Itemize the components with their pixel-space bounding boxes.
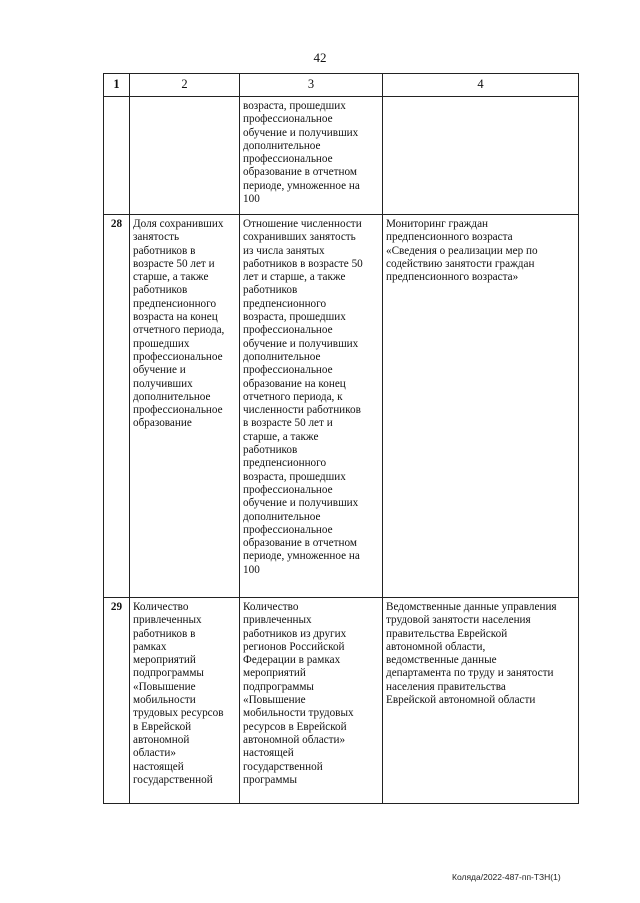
row-number: 29 [104,598,130,804]
table-row-29 [104,598,579,804]
source-cell: Ведомственные данные управления трудовой занятости населения правительства Еврейской автономной области, ведомственные данные департамента по труду и занятости населения правительства Еврейской автономной области [383,598,579,804]
method-cell: Количество привлеченных работников из других регионов Российской Федерации в рамках мероприятий подпрограммы «Повышение мобильности трудовых ресурсов в Еврейской автономной области» настоящей государственной программы [240,598,383,804]
footer-document-code: Коляда/2022-487-пп-ТЗН(1) [452,872,561,882]
indicator-cell: Количество привлеченных работников в рамках мероприятий подпрограммы «Повышение мобильности трудовых ресурсов в Еврейской автономной области» настоящей государственной [130,598,240,804]
table-row-continuation [104,97,579,215]
header-col-4: 4 [383,74,579,97]
header-col-1: 1 [104,74,130,97]
method-cell: возраста, прошедших профессиональное обучение и получивших дополнительное профессиональное образование в отчетном периоде, умноженное на 100 [240,97,383,215]
method-cell: Отношение численности сохранивших занятость из числа занятых работников в возрасте 50 лет и старше, а также работников предпенсионного возраста, прошедших профессиональное обучение и получивших дополнительное профессиональное образование на конец отчетного периода, к численности работников в возрасте 50 лет и старше, а также работников предпенсионного возраста, прошедших профессиональное обучение и получивших дополнительное профессиональное образование в отчетном периоде, умноженное на 100 [240,215,383,598]
row-number: 28 [104,215,130,598]
row-number [104,97,130,215]
indicator-cell: Доля сохранивших занятость работников в возрасте 50 лет и старше, а также работников предпенсионного возраста на конец отчетного периода, прошедших профессиональное обучение и получивших дополнительное профессиональное образование [130,215,240,598]
source-cell [383,97,579,215]
indicator-cell [130,97,240,215]
table-header-row [104,74,579,97]
source-cell: Мониторинг граждан предпенсионного возраста «Сведения о реализации мер по содействию занятости граждан предпенсионного возраста» [383,215,579,598]
table-row-28 [104,215,579,598]
header-col-3: 3 [240,74,383,97]
indicators-table [103,73,579,804]
header-col-2: 2 [130,74,240,97]
page-number: 42 [313,50,327,65]
